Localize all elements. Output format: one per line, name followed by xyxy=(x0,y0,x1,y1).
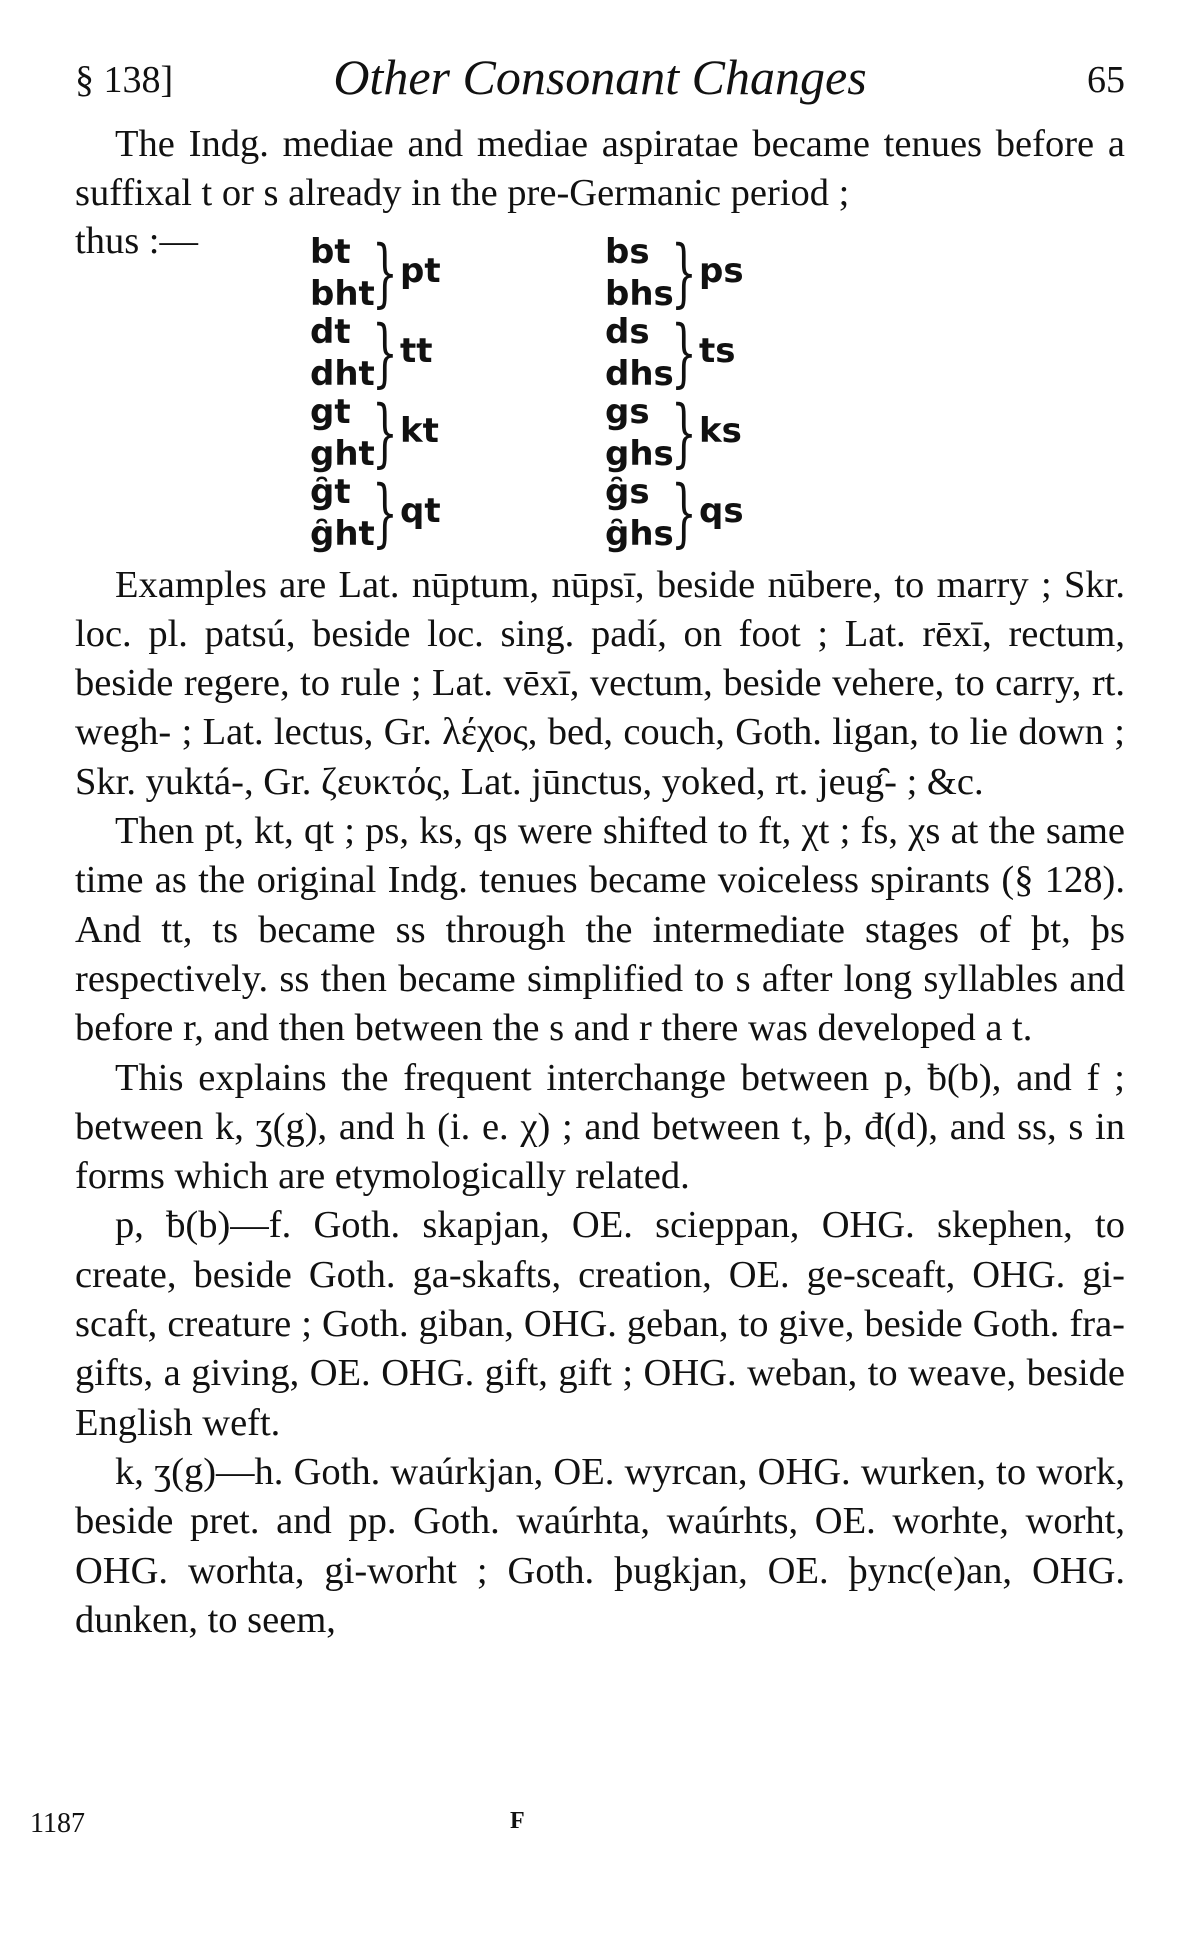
cluster-aspirate: dht xyxy=(310,353,375,394)
source-clusters xyxy=(605,231,674,315)
cluster-media: bt xyxy=(310,231,351,272)
cluster-media: bs xyxy=(605,231,650,272)
brace-icon: } xyxy=(671,309,697,396)
source-clusters xyxy=(310,311,375,395)
cluster-media: ds xyxy=(605,311,650,352)
cluster-aspirate: g̑hs xyxy=(605,513,674,554)
cluster-aspirate: bhs xyxy=(605,273,674,314)
brace-icon: } xyxy=(671,389,697,476)
brace-icon: } xyxy=(372,309,398,396)
brace-icon: } xyxy=(372,389,398,476)
result-cluster: tt xyxy=(400,330,433,371)
page-number: 65 xyxy=(1087,59,1125,101)
source-clusters xyxy=(605,471,674,555)
cluster-aspirate: dhs xyxy=(605,353,674,394)
source-clusters xyxy=(605,391,674,475)
cluster-media: gs xyxy=(605,391,650,432)
brace-icon: } xyxy=(372,229,398,316)
section-reference: § 138] xyxy=(75,59,174,101)
brace-icon: } xyxy=(671,229,697,316)
cluster-aspirate: g̑ht xyxy=(310,513,375,554)
cluster-media: gt xyxy=(310,391,351,432)
brace-icon: } xyxy=(671,469,697,556)
cluster-media: g̑s xyxy=(605,471,650,512)
intro-paragraph xyxy=(75,120,1125,219)
result-cluster: qt xyxy=(400,490,441,531)
cluster-aspirate: ghs xyxy=(605,433,674,474)
result-cluster: ts xyxy=(699,330,736,371)
result-cluster: pt xyxy=(400,250,441,291)
p-b-f-paragraph: p, ƀ(b)—f. Goth. skapjan, OE. scieppan, OHG. skephen, to create, beside Goth. ga-skafts, creation, OE. ge-sceaft, OHG. gi-scaft, creature ; Goth. giban, OHG. geban, to give, beside Goth. fra-gifts, a giving, OE. OHG. gift, gift ; OHG. weban, to weave, beside English weft. xyxy=(75,1204,1125,1444)
result-cluster: ps xyxy=(699,250,744,291)
brace-icon: } xyxy=(372,469,398,556)
source-clusters xyxy=(310,231,375,315)
page-footer xyxy=(0,1808,1200,1848)
running-header xyxy=(75,48,1125,118)
page xyxy=(75,48,1125,1645)
cluster-aspirate: ght xyxy=(310,433,375,474)
cluster-aspirate: bht xyxy=(310,273,375,314)
source-clusters xyxy=(310,471,375,555)
k-g-h-paragraph: k, ʒ(g)—h. Goth. waúrkjan, OE. wyrcan, OHG. wurken, to work, beside pret. and pp. Goth. waúrhta, waúrhts, OE. worhte, worht, OHG. worhta, gi-worht ; Goth. þugkjan, OE. þync(e)an, OHG. dunken, to seem, xyxy=(75,1450,1125,1641)
result-cluster: ks xyxy=(699,410,742,451)
interchange-paragraph: This explains the frequent interchange between p, ƀ(b), and f ; between k, ʒ(g), and h (i. e. χ) ; and between t, þ, đ(d), and ss, s in forms which are etymologically related. xyxy=(75,1056,1125,1198)
result-cluster: kt xyxy=(400,410,439,451)
source-clusters xyxy=(605,311,674,395)
cluster-media: dt xyxy=(310,311,351,352)
then-paragraph: Then pt, kt, qt ; ps, ks, qs were shifted to ft, χt ; fs, χs at the same time as the original Indg. tenues became voiceless spirants (§ 128). And tt, ts became ss through the intermediate stages of þt, þs respectively. ss then became simplified to s after long syllables and before r, and then between the s and r there was developed a t. xyxy=(75,810,1125,1050)
consonant-table xyxy=(75,219,1125,561)
signature-mark: F xyxy=(510,1808,525,1834)
intro-text: The Indg. mediae and mediae aspiratae became tenues before a suffixal t or s already in the pre-Germanic period ; xyxy=(75,123,1125,215)
thus-label: thus :— xyxy=(75,219,199,262)
signature-number: 1187 xyxy=(30,1808,85,1839)
result-cluster: qs xyxy=(699,490,744,531)
examples-paragraph: Examples are Lat. nūptum, nūpsī, beside nūbere, to marry ; Skr. loc. pl. patsú, beside loc. sing. padí, on foot ; Lat. rēxī, rectum, beside regere, to rule ; Lat. vēxī, vectum, beside vehere, to carry, rt. wegh- ; Lat. lectus, Gr. λέχος, bed, couch, Goth. ligan, to lie down ; Skr. yuktá-, Gr. ζευκτός, Lat. jūnctus, yoked, rt. jeug̑- ; &c. xyxy=(75,563,1125,803)
page-title: Other Consonant Changes xyxy=(333,49,867,105)
cluster-media: g̑t xyxy=(310,471,351,512)
source-clusters xyxy=(310,391,375,475)
